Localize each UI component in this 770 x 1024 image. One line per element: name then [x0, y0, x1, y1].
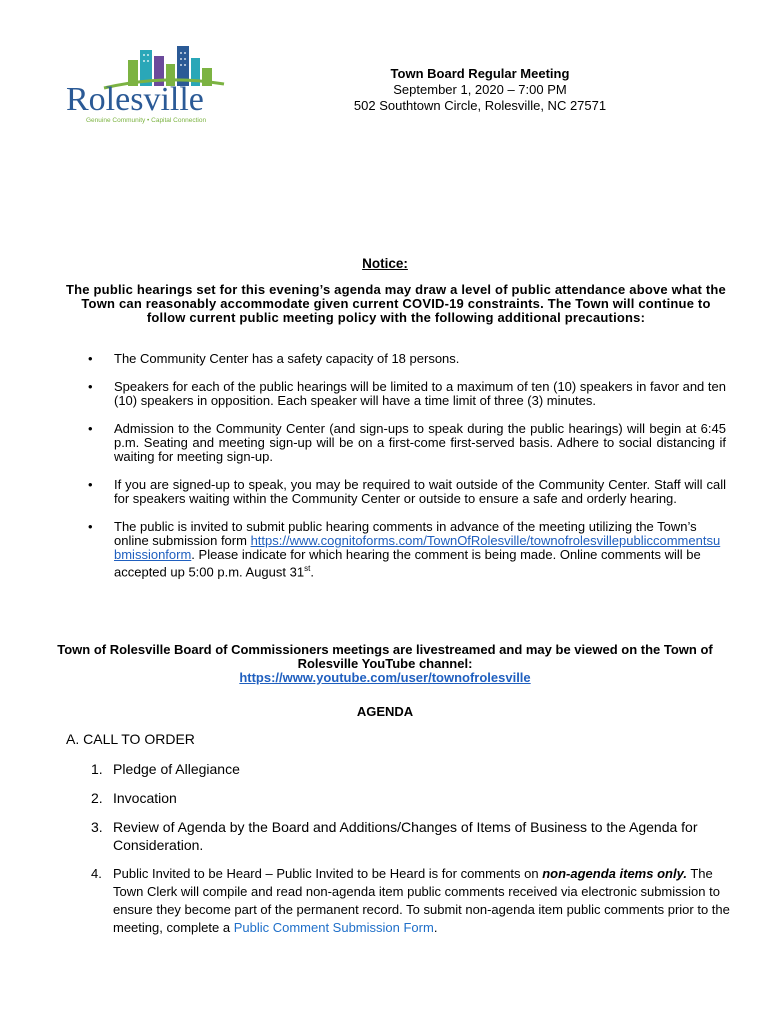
meeting-title: Town Board Regular Meeting [390, 66, 570, 81]
notice-title: Notice: [362, 256, 408, 271]
agenda-title: AGENDA [356, 704, 414, 719]
agenda-item [91, 789, 731, 807]
list-item-text: If you are signed-up to speak, you may be required to wait outside of the Community Center. Staff will call for speakers waiting within the Community Center or outside to ensure a safe and orderly hearing. [114, 477, 726, 506]
list-item [88, 380, 726, 408]
bullet: • [88, 477, 93, 492]
bullet: • [88, 351, 93, 366]
item-number: 3. [91, 819, 103, 835]
list-item-text: Speakers for each of the public hearings will be limited to a maximum of ten (10) speakers in favor and ten (10) speakers in opposition. Each speaker will have a time limit of three (3) minutes. [114, 379, 726, 408]
list-item [88, 422, 726, 464]
agenda-list [91, 760, 731, 948]
bullet: • [88, 379, 93, 394]
punctuation: . [310, 564, 314, 580]
youtube-link[interactable]: https://www.youtube.com/user/townofrolesville [239, 670, 531, 685]
list-item [88, 352, 726, 366]
superscript: st [304, 564, 311, 573]
livestream-notice [40, 643, 730, 685]
list-item-text: The Community Center has a safety capacity of 18 persons. [114, 351, 460, 366]
item-number: 4. [91, 866, 102, 881]
bullet: • [88, 421, 93, 436]
item-number: 1. [91, 761, 103, 777]
list-item [88, 478, 726, 506]
logo-tagline: Genuine Community • Capital Connection [86, 117, 207, 124]
meeting-header [330, 66, 630, 114]
item-text: Review of Agenda by the Board and Additions/Changes of Items of Business to the Agenda for Consideration. [113, 819, 698, 853]
list-item [88, 520, 726, 579]
precautions-list [88, 352, 726, 593]
comment-form-link[interactable]: https://www.cognitoforms.com/TownOfRolesville/townofrolesvillepubliccommentsubmissionform [114, 533, 721, 562]
notice-body: The public hearings set for this evening’s agenda may draw a level of public attendance above what the Town can reasonably accommodate given current COVID-19 constraints. The Town will continue to follow current public meeting policy with the following additional precautions: [66, 282, 726, 325]
list-item-text: . Please indicate for which hearing the comment is being made. Online comments will be accepted up 5:00 p.m. August 31 [114, 547, 701, 580]
item-emphasis: non-agenda items only. [542, 866, 687, 881]
punctuation: . [433, 920, 438, 935]
list-item-text: Admission to the Community Center (and sign-ups to speak during the public hearings) will begin at 6:45 p.m. Seating and meeting sign-up will be on a first-come first-served basis. Adhere to social distancing if waiting for meeting sign-up. [114, 421, 726, 464]
section-call-to-order: A. CALL TO ORDER [66, 731, 195, 747]
list-item-text: The public is invited to submit public hearing comments in advance of the meeting utilizing the Town’s online submission form [114, 519, 697, 548]
meeting-address: 502 Southtown Circle, Rolesville, NC 27571 [353, 98, 607, 113]
public-comment-form-link[interactable]: Public Comment Submission Form [233, 920, 434, 935]
agenda-item [91, 865, 731, 937]
item-text: Invocation [113, 790, 177, 806]
bullet: • [88, 519, 93, 534]
meeting-date: September 1, 2020 – 7:00 PM [393, 82, 567, 97]
item-text: Public Invited to be Heard – Public Invited to be Heard is for comments on [113, 866, 543, 881]
livestream-text: Town of Rolesville Board of Commissioners meetings are livestreamed and may be viewed on the Town of Rolesville YouTube channel: [57, 642, 713, 671]
rolesville-logo [64, 44, 250, 126]
item-text: The Town Clerk will compile and read non-agenda item public comments received via electronic submission to ensure they become part of the permanent record. To submit non-agenda item public comments prior to the meeting, complete a [113, 866, 730, 935]
item-number: 2. [91, 790, 103, 806]
agenda-item [91, 818, 731, 854]
agenda-item [91, 760, 731, 778]
item-text: Pledge of Allegiance [113, 761, 240, 777]
logo-wordmark: Rolesville [66, 81, 204, 118]
